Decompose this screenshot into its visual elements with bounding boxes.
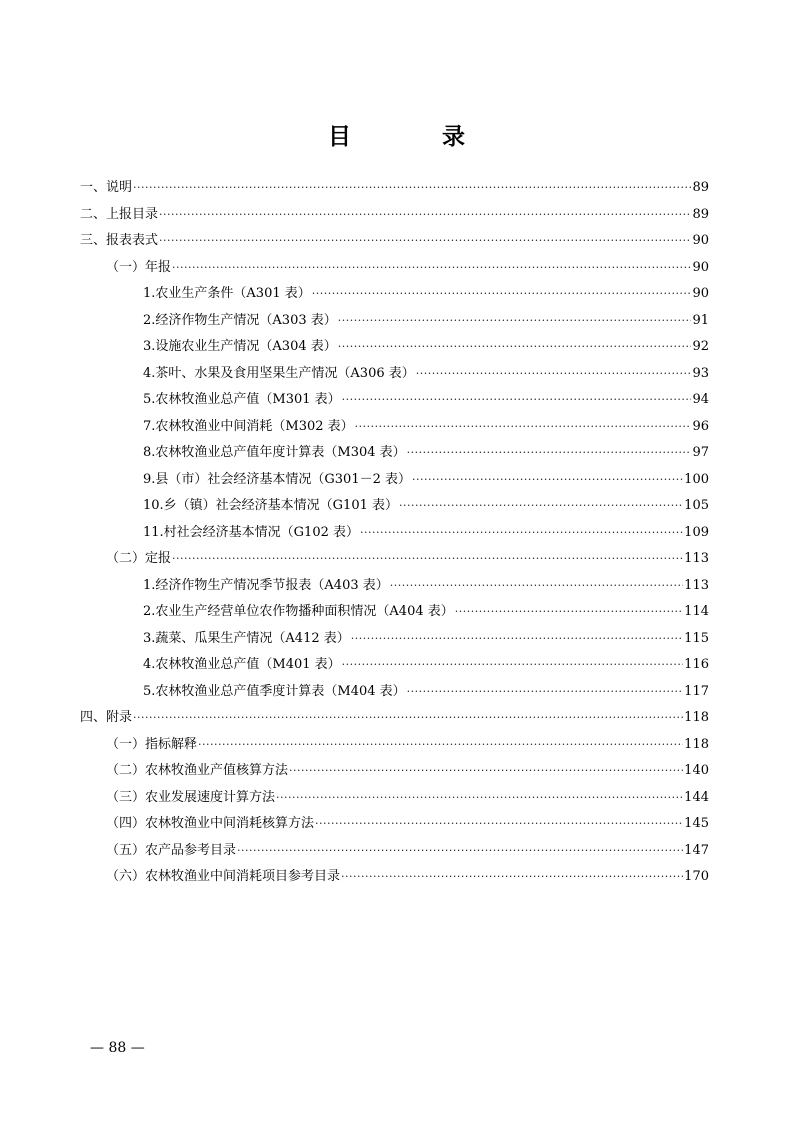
toc-entry-label: 三、报表表式 <box>80 233 159 248</box>
toc-entry-page: 89 <box>692 180 709 195</box>
toc-dot-leader <box>416 361 692 388</box>
toc-entry-page: 116 <box>684 657 709 672</box>
toc-entry-label: 四、附录 <box>80 710 133 725</box>
toc-entry[interactable] <box>80 493 709 520</box>
toc-entry[interactable] <box>80 361 709 388</box>
toc-entry[interactable] <box>80 202 709 229</box>
toc-entry-page: 90 <box>692 259 709 275</box>
toc-entry[interactable] <box>80 175 709 202</box>
toc-entry-page: 118 <box>684 710 709 725</box>
toc-dot-leader <box>312 281 692 308</box>
toc-entry-label: 5.农林牧渔业总产值季度计算表（M404 表） <box>143 683 406 699</box>
toc-entry-page: 97 <box>692 445 709 460</box>
toc-dot-leader <box>172 546 683 573</box>
toc-dot-leader <box>172 255 691 282</box>
toc-dot-leader <box>342 652 684 679</box>
toc-entry[interactable] <box>80 546 709 573</box>
toc-entry-label: 3.设施农业生产情况（A304 表） <box>143 339 337 354</box>
toc-entry-label: 1.经济作物生产情况季节报表（A403 表） <box>143 577 389 593</box>
toc-entry-label: 11.村社会经济基本情况（G102 表） <box>143 524 360 540</box>
toc-entry-page: 105 <box>684 498 709 513</box>
toc-dot-leader <box>338 308 692 335</box>
toc-entry-label: 5.农林牧渔业总产值（M301 表） <box>143 392 341 407</box>
toc-entry[interactable] <box>80 228 709 255</box>
toc-entry[interactable] <box>80 440 709 467</box>
toc-entry[interactable] <box>80 785 709 812</box>
toc-entry[interactable] <box>80 811 709 838</box>
toc-entry-page: 147 <box>684 842 709 858</box>
toc-entry-label: （一）年报 <box>106 259 172 275</box>
toc-entry[interactable] <box>80 520 709 547</box>
toc-entry-label: 3.蔬菜、瓜果生产情况（A412 表） <box>143 630 350 646</box>
toc-dot-leader <box>455 599 683 626</box>
toc-entry-label: 10.乡（镇）社会经济基本情况（G101 表） <box>143 498 399 513</box>
toc-entry[interactable] <box>80 255 709 282</box>
toc-entry-page: 140 <box>684 763 709 778</box>
toc-entry-label: 2.经济作物生产情况（A303 表） <box>143 312 337 328</box>
toc-entry-page: 96 <box>692 418 709 434</box>
toc-entry-page: 91 <box>692 312 709 328</box>
toc-entry-label: 一、说明 <box>80 180 133 195</box>
toc-entry-label: 9.县（市）社会经济基本情况（G301－2 表） <box>143 471 412 487</box>
toc-entry-page: 114 <box>684 604 709 619</box>
toc-entry[interactable] <box>80 758 709 785</box>
toc-entry[interactable] <box>80 414 709 441</box>
toc-entry[interactable] <box>80 705 709 732</box>
toc-entry[interactable] <box>80 838 709 865</box>
toc-dot-leader <box>276 785 683 812</box>
toc-entry-page: 100 <box>684 471 709 487</box>
toc-entry-label: 2.农业生产经营单位农作物播种面积情况（A404 表） <box>143 604 454 619</box>
toc-entry-page: 113 <box>684 577 709 593</box>
toc-entry-page: 109 <box>684 524 709 540</box>
toc-entry[interactable] <box>80 864 709 891</box>
toc-dot-leader <box>237 838 683 865</box>
page-number: — 88 — <box>90 1040 145 1056</box>
toc-entry-page: 90 <box>692 286 709 301</box>
toc-entry[interactable] <box>80 626 709 653</box>
toc-entry[interactable] <box>80 308 709 335</box>
toc-dot-leader <box>342 387 692 414</box>
toc-dot-leader <box>351 626 683 653</box>
toc-entry-label: （五）农产品参考目录 <box>106 842 237 858</box>
toc-dot-leader <box>133 175 691 202</box>
toc-entry[interactable] <box>80 679 709 706</box>
toc-entry-label: （六）农林牧渔业中间消耗项目参考目录 <box>106 869 341 884</box>
toc-dot-leader <box>198 732 683 759</box>
table-of-contents <box>80 175 709 891</box>
toc-entry-page: 90 <box>692 233 709 248</box>
toc-entry-page: 115 <box>684 630 709 646</box>
toc-entry-label: （四）农林牧渔业中间消耗核算方法 <box>106 816 315 831</box>
toc-dot-leader <box>360 520 683 547</box>
toc-entry[interactable] <box>80 732 709 759</box>
toc-dot-leader <box>315 811 683 838</box>
toc-entry[interactable] <box>80 281 709 308</box>
toc-dot-leader <box>407 440 692 467</box>
toc-entry-page: 117 <box>684 683 709 699</box>
page-title: 目 录 <box>328 124 499 150</box>
toc-entry-page: 170 <box>684 869 709 884</box>
toc-entry[interactable] <box>80 387 709 414</box>
toc-entry-page: 92 <box>692 339 709 354</box>
toc-entry-label: 4.农林牧渔业总产值（M401 表） <box>143 657 341 672</box>
toc-entry-page: 118 <box>684 736 709 752</box>
toc-dot-leader <box>159 228 691 255</box>
toc-entry-page: 94 <box>692 392 709 407</box>
toc-entry-page: 113 <box>684 551 709 566</box>
toc-dot-leader <box>338 334 692 361</box>
toc-entry[interactable] <box>80 334 709 361</box>
toc-entry-label: 8.农林牧渔业总产值年度计算表（M304 表） <box>143 445 406 460</box>
toc-entry[interactable] <box>80 573 709 600</box>
toc-dot-leader <box>412 467 683 494</box>
toc-entry-label: 二、上报目录 <box>80 206 159 222</box>
toc-dot-leader <box>341 864 683 891</box>
toc-entry-label: （一）指标解释 <box>106 736 198 752</box>
toc-dot-leader <box>407 679 684 706</box>
toc-dot-leader <box>390 573 683 600</box>
toc-entry-label: （二）农林牧渔业产值核算方法 <box>106 763 289 778</box>
toc-entry[interactable] <box>80 467 709 494</box>
toc-entry-page: 145 <box>684 816 709 831</box>
toc-entry[interactable] <box>80 599 709 626</box>
toc-entry-page: 144 <box>684 789 709 805</box>
toc-dot-leader <box>399 493 683 520</box>
toc-dot-leader <box>355 414 692 441</box>
toc-entry-label: 7.农林牧渔业中间消耗（M302 表） <box>143 418 354 434</box>
toc-dot-leader <box>159 202 691 229</box>
toc-entry-label: 4.茶叶、水果及食用坚果生产情况（A306 表） <box>143 365 415 381</box>
toc-entry-label: （二）定报 <box>106 551 172 566</box>
toc-dot-leader <box>133 705 683 732</box>
toc-dot-leader <box>289 758 683 785</box>
toc-entry-label: 1.农业生产条件（A301 表） <box>143 286 311 301</box>
toc-entry-page: 93 <box>692 365 709 381</box>
toc-entry-page: 89 <box>692 206 709 222</box>
toc-entry-label: （三）农业发展速度计算方法 <box>106 789 276 805</box>
toc-entry[interactable] <box>80 652 709 679</box>
